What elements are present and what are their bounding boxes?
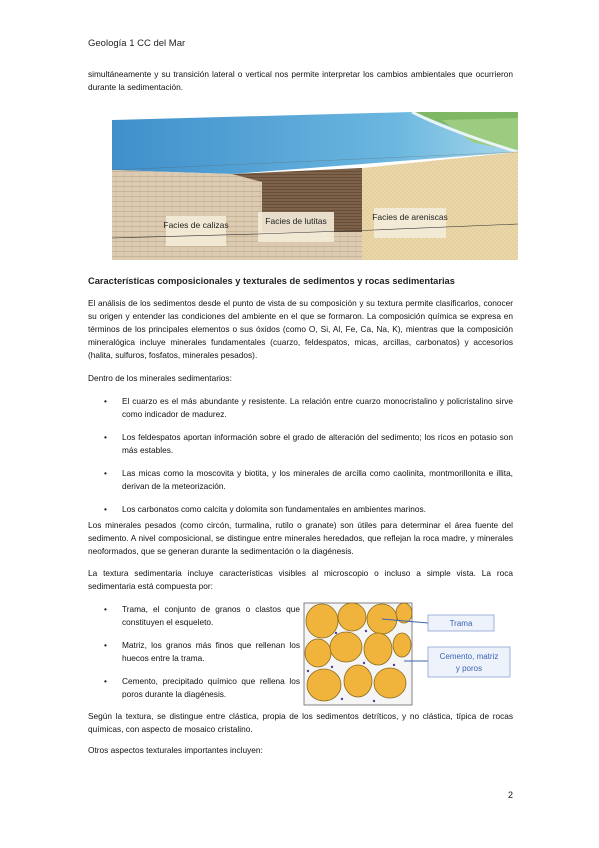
list-item: • El cuarzo es el más abundante y resistente. La relación entre cuarzo monocristalino y policristalino sirve como indicador de madurez. (104, 396, 513, 419)
label-poros: y poros (455, 664, 483, 673)
composition-paragraph: El análisis de los sedimentos desde el punto de vista de su composición y su textura permite clasificarlos, conocer su origen y entender las condiciones del ambiente en el que se formaron. La composición química se expresa en términos de los principales elementos o sus óxidos (como O, Si, Al, Fe, Ca, Na, K), mientras que la composición mineralógica incluye minerales fundamentales (cuarzo, feldespatos, micas, arcillas, carbonatos) y accesorios (halita, sulfuros, fosfatos, minerales pesados). (88, 298, 513, 360)
label-facies-calizas-1: Facies de calizas (163, 220, 229, 230)
minerals-intro: Dentro de los minerales sedimentarios: (88, 373, 232, 383)
label-facies-lutitas: Facies de lutitas (265, 216, 327, 226)
grain (338, 603, 366, 631)
minerals-list (88, 395, 513, 526)
intro-paragraph: simultáneamente y su transición lateral o vertical nos permite interpretar los cambios ambientales que ocurrieron durante la sedimentación. (88, 69, 513, 92)
grain (364, 633, 392, 665)
page-header: Geología 1 CC del Mar (88, 38, 186, 49)
label-cemento-matriz: Cemento, matriz (439, 652, 499, 661)
facies-block-diagram (112, 112, 518, 260)
list-item: • Cemento, precipitado químico que rellena los poros durante la diagénesis. (104, 676, 300, 699)
grain (330, 632, 362, 662)
list-item: • Los feldespatos aportan información sobre el grado de alteración del sedimento; los ricos en potasio son más estables. (104, 432, 513, 455)
texture-types-paragraph: Según la textura, se distingue entre clástica, propia de los sedimentos detríticos, y no clástica, típica de rocas químicas, con aspecto de mosaico cristalino. (88, 711, 513, 734)
other-aspects-paragraph: Otros aspectos texturales importantes incluyen: (88, 745, 263, 755)
grain (305, 639, 331, 667)
section-title: Características composicionales y texturales de sedimentos y rocas sedimentarias (88, 276, 455, 286)
grain (393, 633, 411, 657)
list-item: • Trama, el conjunto de granos o clastos que constituyen el esqueleto. (104, 604, 300, 627)
grain (306, 604, 338, 638)
page-number: 2 (508, 790, 514, 800)
label-trama: Trama (449, 619, 473, 628)
heavy-minerals-paragraph: Los minerales pesados (como circón, turmalina, rutilo o granate) son útiles para determinar el área fuente del sedimento. A nivel composicional, se distingue entre minerales heredados, que reflejan la roca madre, y minerales neoformados, que se generan durante la sedimentación o la diagénesis. (88, 520, 513, 556)
texture-paragraph: La textura sedimentaria incluye características visibles al microscopio o incluso a simple vista. La roca sedimentaria está compuesta por: (88, 568, 513, 591)
texture-components-list (88, 603, 300, 711)
grain (307, 669, 341, 701)
sediment-texture-diagram (300, 601, 514, 707)
grain (374, 668, 406, 698)
grain (344, 665, 372, 697)
list-item: • Matriz, los granos más finos que rellenan los huecos entre la trama. (104, 640, 300, 663)
label-facies-areniscas: Facies de areniscas (372, 212, 448, 222)
list-item: • Los carbonatos como calcita y dolomita son fundamentales en ambientes marinos. (104, 504, 426, 514)
sandstone-layer (362, 152, 518, 260)
list-item: • Las micas como la moscovita y biotita, y los minerales de arcilla como caolinita, montmorillonita e illita, derivan de la meteorización. (104, 468, 513, 491)
limestone-layer (112, 170, 262, 260)
